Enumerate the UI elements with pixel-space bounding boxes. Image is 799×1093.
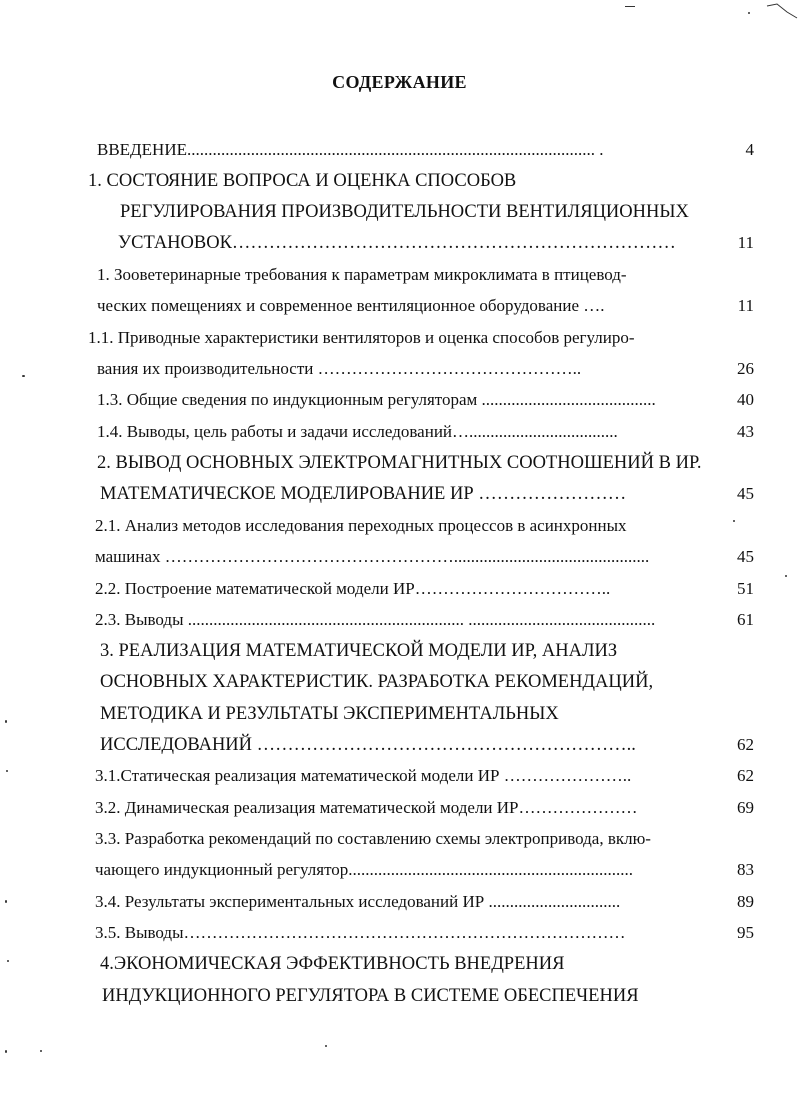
scan-speck <box>6 770 8 772</box>
toc-line: ОСНОВНЫХ ХАРАКТЕРИСТИК. РАЗРАБОТКА РЕКОМЕНДАЦИЙ, <box>100 672 654 692</box>
toc-line: УСТАНОВОК……………………………………………………………… <box>118 233 676 253</box>
toc-line: 1. Зооветеринарные требования к параметрам микроклимата в птицевод- <box>97 265 627 284</box>
scan-speck <box>40 1050 42 1052</box>
scan-speck <box>5 1050 7 1053</box>
toc-line: ИНДУКЦИОННОГО РЕГУЛЯТОРА В СИСТЕМЕ ОБЕСПЕЧЕНИЯ <box>102 986 639 1006</box>
scan-speck <box>325 1045 327 1047</box>
toc-line: МЕТОДИКА И РЕЗУЛЬТАТЫ ЭКСПЕРИМЕНТАЛЬНЫХ <box>100 704 559 724</box>
toc-line: 3. РЕАЛИЗАЦИЯ МАТЕМАТИЧЕСКОЙ МОДЕЛИ ИР, АНАЛИЗ <box>100 641 618 661</box>
corner-scan-mark <box>765 2 799 22</box>
toc-line: ческих помещениях и современное вентиляционное оборудование …. <box>97 296 605 315</box>
toc-page-number: 43 <box>737 422 754 441</box>
toc-page-number: 83 <box>737 860 754 879</box>
toc-page-number: 40 <box>737 390 754 409</box>
toc-line: чающего индукционный регулятор................................................................... <box>95 860 634 879</box>
toc-line: МАТЕМАТИЧЕСКОЕ МОДЕЛИРОВАНИЕ ИР …………………… <box>100 484 627 504</box>
page-title: СОДЕРЖАНИЕ <box>332 72 467 92</box>
scan-speck <box>5 900 7 903</box>
toc-line: 3.3. Разработка рекомендаций по составлению схемы электропривода, вклю- <box>95 829 651 848</box>
toc-line: 1.4. Выводы, цель работы и задачи исследований…................................... <box>97 422 618 441</box>
toc-page-number: 11 <box>737 296 754 315</box>
scan-speck <box>5 720 7 723</box>
toc-line: ВВЕДЕНИЕ................................................................................................ . <box>97 140 604 159</box>
toc-page-number: 61 <box>737 610 754 629</box>
scan-speck <box>785 575 787 577</box>
toc-line: 2.3. Выводы ................................................................. ............................................ <box>95 610 656 629</box>
toc-line: вания их производительности ……………………………………….. <box>97 359 582 378</box>
scan-speck <box>748 12 750 14</box>
toc-line: РЕГУЛИРОВАНИЯ ПРОИЗВОДИТЕЛЬНОСТИ ВЕНТИЛЯЦИОННЫХ <box>120 202 689 222</box>
scan-speck <box>733 520 735 522</box>
toc-line: 2.1. Анализ методов исследования переходных процессов в асинхронных <box>95 516 627 535</box>
toc-line: 3.5. Выводы…………………………………………………………………… <box>95 923 626 942</box>
toc-line: 2.2. Построение математической модели ИР…………………………….. <box>95 579 611 598</box>
toc-line: 3.4. Результаты экспериментальных исследований ИР ............................... <box>95 892 621 911</box>
toc-page-number: 69 <box>737 798 754 817</box>
toc-line: ИССЛЕДОВАНИЙ …………………………………………………….. <box>100 735 636 755</box>
scan-speck <box>22 375 25 377</box>
toc-line: 1.1. Приводные характеристики вентиляторов и оценка способов регулиро- <box>88 328 635 347</box>
toc-page-number: 45 <box>737 484 754 503</box>
scan-speck <box>625 6 635 7</box>
toc-line: 4.ЭКОНОМИЧЕСКАЯ ЭФФЕКТИВНОСТЬ ВНЕДРЕНИЯ <box>100 954 565 974</box>
toc-line: машинах …………………………………………….............................................. <box>95 547 650 566</box>
toc-page-number: 11 <box>737 233 754 252</box>
toc-page-number: 62 <box>737 735 754 754</box>
toc-page-number: 26 <box>737 359 754 378</box>
toc-page-number: 95 <box>737 923 754 942</box>
toc-line: 3.2. Динамическая реализация математической модели ИР………………… <box>95 798 638 817</box>
toc-line: 3.1.Статическая реализация математической модели ИР ………………….. <box>95 766 632 785</box>
toc-page-number: 62 <box>737 766 754 785</box>
scan-speck <box>7 960 9 962</box>
toc-line: 1. СОСТОЯНИЕ ВОПРОСА И ОЦЕНКА СПОСОБОВ <box>88 171 517 191</box>
toc-line: 2. ВЫВОД ОСНОВНЫХ ЭЛЕКТРОМАГНИТНЫХ СООТНОШЕНИЙ В ИР. <box>97 453 702 473</box>
toc-page-number: 45 <box>737 547 754 566</box>
toc-page-number: 51 <box>737 579 754 598</box>
toc-page-number: 4 <box>745 140 754 159</box>
toc-line: 1.3. Общие сведения по индукционным регуляторам ......................................... <box>97 390 656 409</box>
toc-page-number: 89 <box>737 892 754 911</box>
